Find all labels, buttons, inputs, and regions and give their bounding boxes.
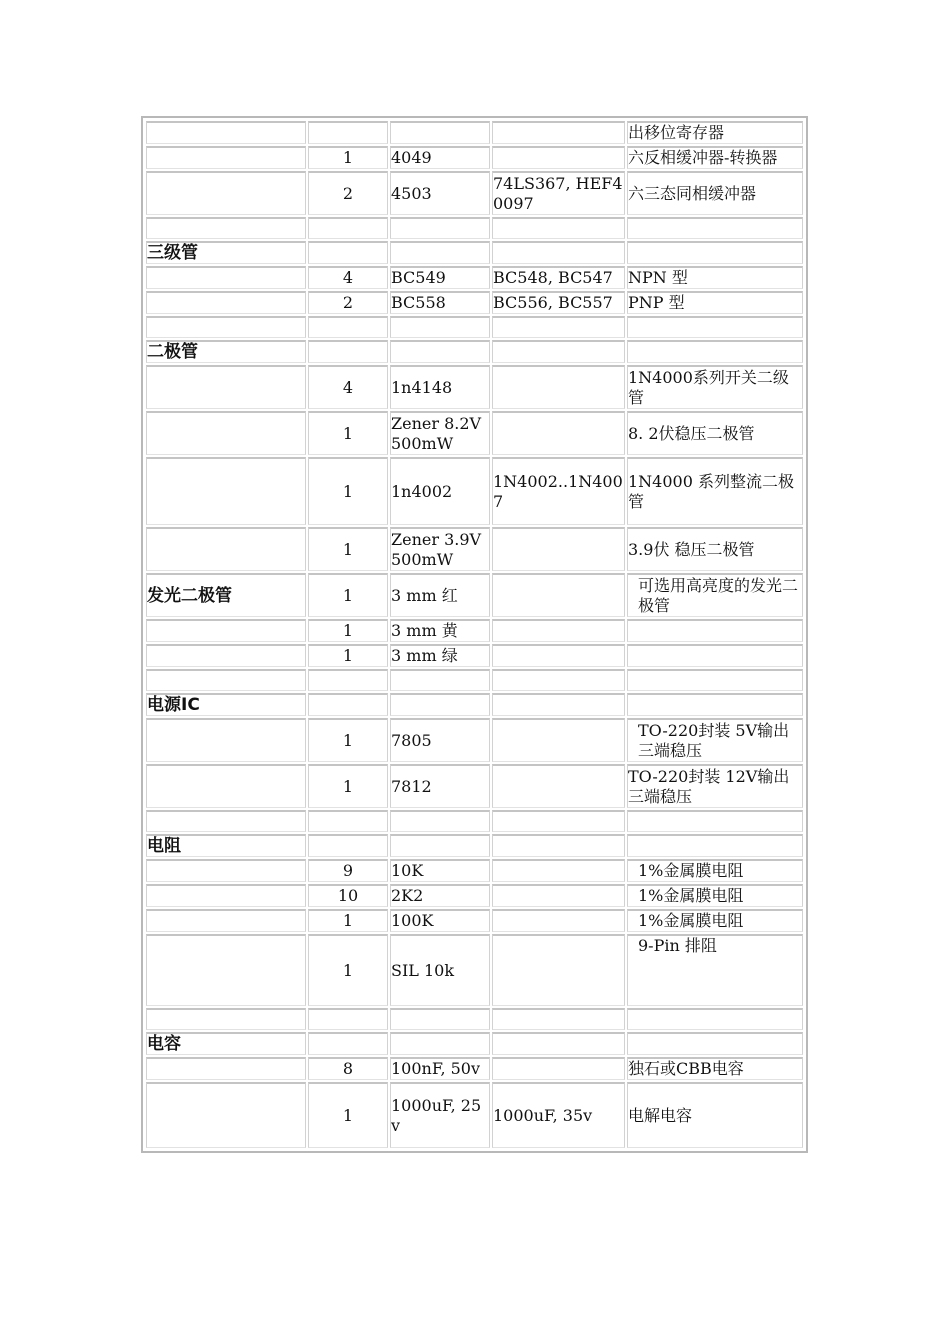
table-row (146, 266, 803, 289)
quantity-cell: 1 (308, 909, 388, 932)
part-cell: 100nF, 50v (390, 1057, 490, 1080)
description-cell: TO-220封装 5V输出三端稳压 (627, 718, 803, 762)
description-cell: 3.9伏 稳压二极管 (627, 527, 803, 571)
substitute-cell: 1000uF, 35v (492, 1082, 625, 1148)
category-cell (146, 457, 306, 525)
category-cell (146, 1082, 306, 1148)
table-row (146, 718, 803, 762)
substitute-cell (492, 619, 625, 642)
table-body (146, 121, 803, 1148)
description-cell (627, 619, 803, 642)
description-cell: 8. 2伏稳压二极管 (627, 411, 803, 455)
part-cell: BC549 (390, 266, 490, 289)
part-cell: Zener 3.9V 500mW (390, 527, 490, 571)
table-row (146, 121, 803, 144)
table-row (146, 619, 803, 642)
quantity-cell (308, 1032, 388, 1055)
part-cell: 3 mm 绿 (390, 644, 490, 667)
table-row (146, 934, 803, 1006)
part-cell: 1000uF, 25v (390, 1082, 490, 1148)
quantity-cell (308, 217, 388, 239)
substitute-cell (492, 1032, 625, 1055)
description-cell: NPN 型 (627, 266, 803, 289)
category-cell (146, 411, 306, 455)
part-cell (390, 121, 490, 144)
part-cell (390, 669, 490, 691)
table-row (146, 884, 803, 907)
quantity-cell (308, 121, 388, 144)
substitute-cell (492, 718, 625, 762)
substitute-cell: 74LS367, HEF40097 (492, 171, 625, 215)
substitute-cell (492, 411, 625, 455)
quantity-cell (308, 340, 388, 363)
quantity-cell: 2 (308, 291, 388, 314)
substitute-cell (492, 859, 625, 882)
table-row (146, 1057, 803, 1080)
part-cell (390, 810, 490, 832)
quantity-cell: 1 (308, 1082, 388, 1148)
category-cell (146, 291, 306, 314)
category-cell (146, 171, 306, 215)
quantity-cell: 1 (308, 411, 388, 455)
quantity-cell (308, 834, 388, 857)
part-cell (390, 834, 490, 857)
substitute-cell (492, 316, 625, 338)
substitute-cell (492, 764, 625, 808)
description-cell: 1N4000系列开关二级管 (627, 365, 803, 409)
description-cell: 9-Pin 排阻 (627, 934, 803, 1006)
quantity-cell: 1 (308, 573, 388, 617)
category-cell (146, 266, 306, 289)
quantity-cell: 1 (308, 146, 388, 169)
description-cell (627, 217, 803, 239)
table-row (146, 411, 803, 455)
quantity-cell: 1 (308, 718, 388, 762)
part-cell (390, 316, 490, 338)
description-cell: 电解电容 (627, 1082, 803, 1148)
substitute-cell (492, 934, 625, 1006)
description-cell (627, 644, 803, 667)
category-cell (146, 644, 306, 667)
quantity-cell: 10 (308, 884, 388, 907)
description-cell: 1N4000 系列整流二极管 (627, 457, 803, 525)
description-cell: 出移位寄存器 (627, 121, 803, 144)
table-row (146, 909, 803, 932)
table-row (146, 834, 803, 857)
part-cell: Zener 8.2V 500mW (390, 411, 490, 455)
part-cell: 4503 (390, 171, 490, 215)
category-cell (146, 934, 306, 1006)
category-cell (146, 859, 306, 882)
quantity-cell (308, 693, 388, 716)
quantity-cell: 4 (308, 365, 388, 409)
description-cell (627, 316, 803, 338)
description-cell (627, 810, 803, 832)
substitute-cell (492, 340, 625, 363)
category-cell (146, 669, 306, 691)
category-cell: 三级管 (146, 241, 306, 264)
category-cell: 发光二极管 (146, 573, 306, 617)
part-cell: SIL 10k (390, 934, 490, 1006)
category-cell: 电阻 (146, 834, 306, 857)
description-cell: 六三态同相缓冲器 (627, 171, 803, 215)
quantity-cell: 1 (308, 764, 388, 808)
quantity-cell: 1 (308, 934, 388, 1006)
substitute-cell (492, 146, 625, 169)
table-row (146, 810, 803, 832)
category-cell (146, 365, 306, 409)
quantity-cell: 9 (308, 859, 388, 882)
table-row (146, 365, 803, 409)
description-cell: 独石或CBB电容 (627, 1057, 803, 1080)
substitute-cell (492, 810, 625, 832)
part-cell (390, 340, 490, 363)
table-row (146, 669, 803, 691)
table-row (146, 527, 803, 571)
table-row (146, 340, 803, 363)
quantity-cell: 8 (308, 1057, 388, 1080)
description-cell: 六反相缓冲器-转换器 (627, 146, 803, 169)
substitute-cell (492, 217, 625, 239)
part-cell: BC558 (390, 291, 490, 314)
table-row (146, 764, 803, 808)
table-row (146, 1008, 803, 1030)
table-row (146, 217, 803, 239)
substitute-cell (492, 669, 625, 691)
substitute-cell: 1N4002..1N4007 (492, 457, 625, 525)
table-row (146, 291, 803, 314)
substitute-cell (492, 121, 625, 144)
category-cell (146, 1008, 306, 1030)
part-cell: 3 mm 黄 (390, 619, 490, 642)
category-cell: 电容 (146, 1032, 306, 1055)
substitute-cell (492, 573, 625, 617)
part-cell (390, 693, 490, 716)
description-cell: 1%金属膜电阻 (627, 884, 803, 907)
description-cell (627, 340, 803, 363)
category-cell: 二极管 (146, 340, 306, 363)
description-cell: TO-220封装 12V输出三端稳压 (627, 764, 803, 808)
substitute-cell (492, 884, 625, 907)
quantity-cell: 1 (308, 457, 388, 525)
substitute-cell: BC548, BC547 (492, 266, 625, 289)
table-row (146, 693, 803, 716)
quantity-cell (308, 316, 388, 338)
quantity-cell: 1 (308, 527, 388, 571)
parts-table (144, 119, 805, 1150)
category-cell (146, 884, 306, 907)
substitute-cell: BC556, BC557 (492, 291, 625, 314)
substitute-cell (492, 1008, 625, 1030)
table-row (146, 1082, 803, 1148)
quantity-cell (308, 241, 388, 264)
part-cell (390, 1008, 490, 1030)
parts-list-table (141, 116, 808, 1153)
part-cell: 1n4148 (390, 365, 490, 409)
quantity-cell: 1 (308, 619, 388, 642)
table-row (146, 171, 803, 215)
category-cell (146, 217, 306, 239)
category-cell (146, 1057, 306, 1080)
part-cell: 2K2 (390, 884, 490, 907)
part-cell: 4049 (390, 146, 490, 169)
substitute-cell (492, 909, 625, 932)
category-cell (146, 316, 306, 338)
category-cell (146, 527, 306, 571)
quantity-cell (308, 810, 388, 832)
substitute-cell (492, 365, 625, 409)
category-cell (146, 146, 306, 169)
part-cell: 100K (390, 909, 490, 932)
part-cell: 7805 (390, 718, 490, 762)
description-cell (627, 834, 803, 857)
substitute-cell (492, 644, 625, 667)
substitute-cell (492, 693, 625, 716)
table-row (146, 457, 803, 525)
part-cell (390, 241, 490, 264)
description-cell (627, 693, 803, 716)
table-row (146, 644, 803, 667)
category-cell (146, 619, 306, 642)
substitute-cell (492, 1057, 625, 1080)
quantity-cell: 1 (308, 644, 388, 667)
description-cell: PNP 型 (627, 291, 803, 314)
table-row (146, 1032, 803, 1055)
category-cell: 电源IC (146, 693, 306, 716)
description-cell: 1%金属膜电阻 (627, 859, 803, 882)
description-cell: 1%金属膜电阻 (627, 909, 803, 932)
table-row (146, 241, 803, 264)
quantity-cell (308, 669, 388, 691)
description-cell (627, 1008, 803, 1030)
table-row (146, 859, 803, 882)
part-cell: 3 mm 红 (390, 573, 490, 617)
part-cell: 10K (390, 859, 490, 882)
description-cell: 可选用高亮度的发光二极管 (627, 573, 803, 617)
description-cell (627, 241, 803, 264)
part-cell: 7812 (390, 764, 490, 808)
category-cell (146, 909, 306, 932)
substitute-cell (492, 834, 625, 857)
table-row (146, 316, 803, 338)
quantity-cell (308, 1008, 388, 1030)
category-cell (146, 764, 306, 808)
part-cell (390, 1032, 490, 1055)
part-cell: 1n4002 (390, 457, 490, 525)
category-cell (146, 718, 306, 762)
table-row (146, 146, 803, 169)
description-cell (627, 1032, 803, 1055)
table-row (146, 573, 803, 617)
category-cell (146, 810, 306, 832)
quantity-cell: 2 (308, 171, 388, 215)
part-cell (390, 217, 490, 239)
substitute-cell (492, 527, 625, 571)
substitute-cell (492, 241, 625, 264)
category-cell (146, 121, 306, 144)
description-cell (627, 669, 803, 691)
quantity-cell: 4 (308, 266, 388, 289)
